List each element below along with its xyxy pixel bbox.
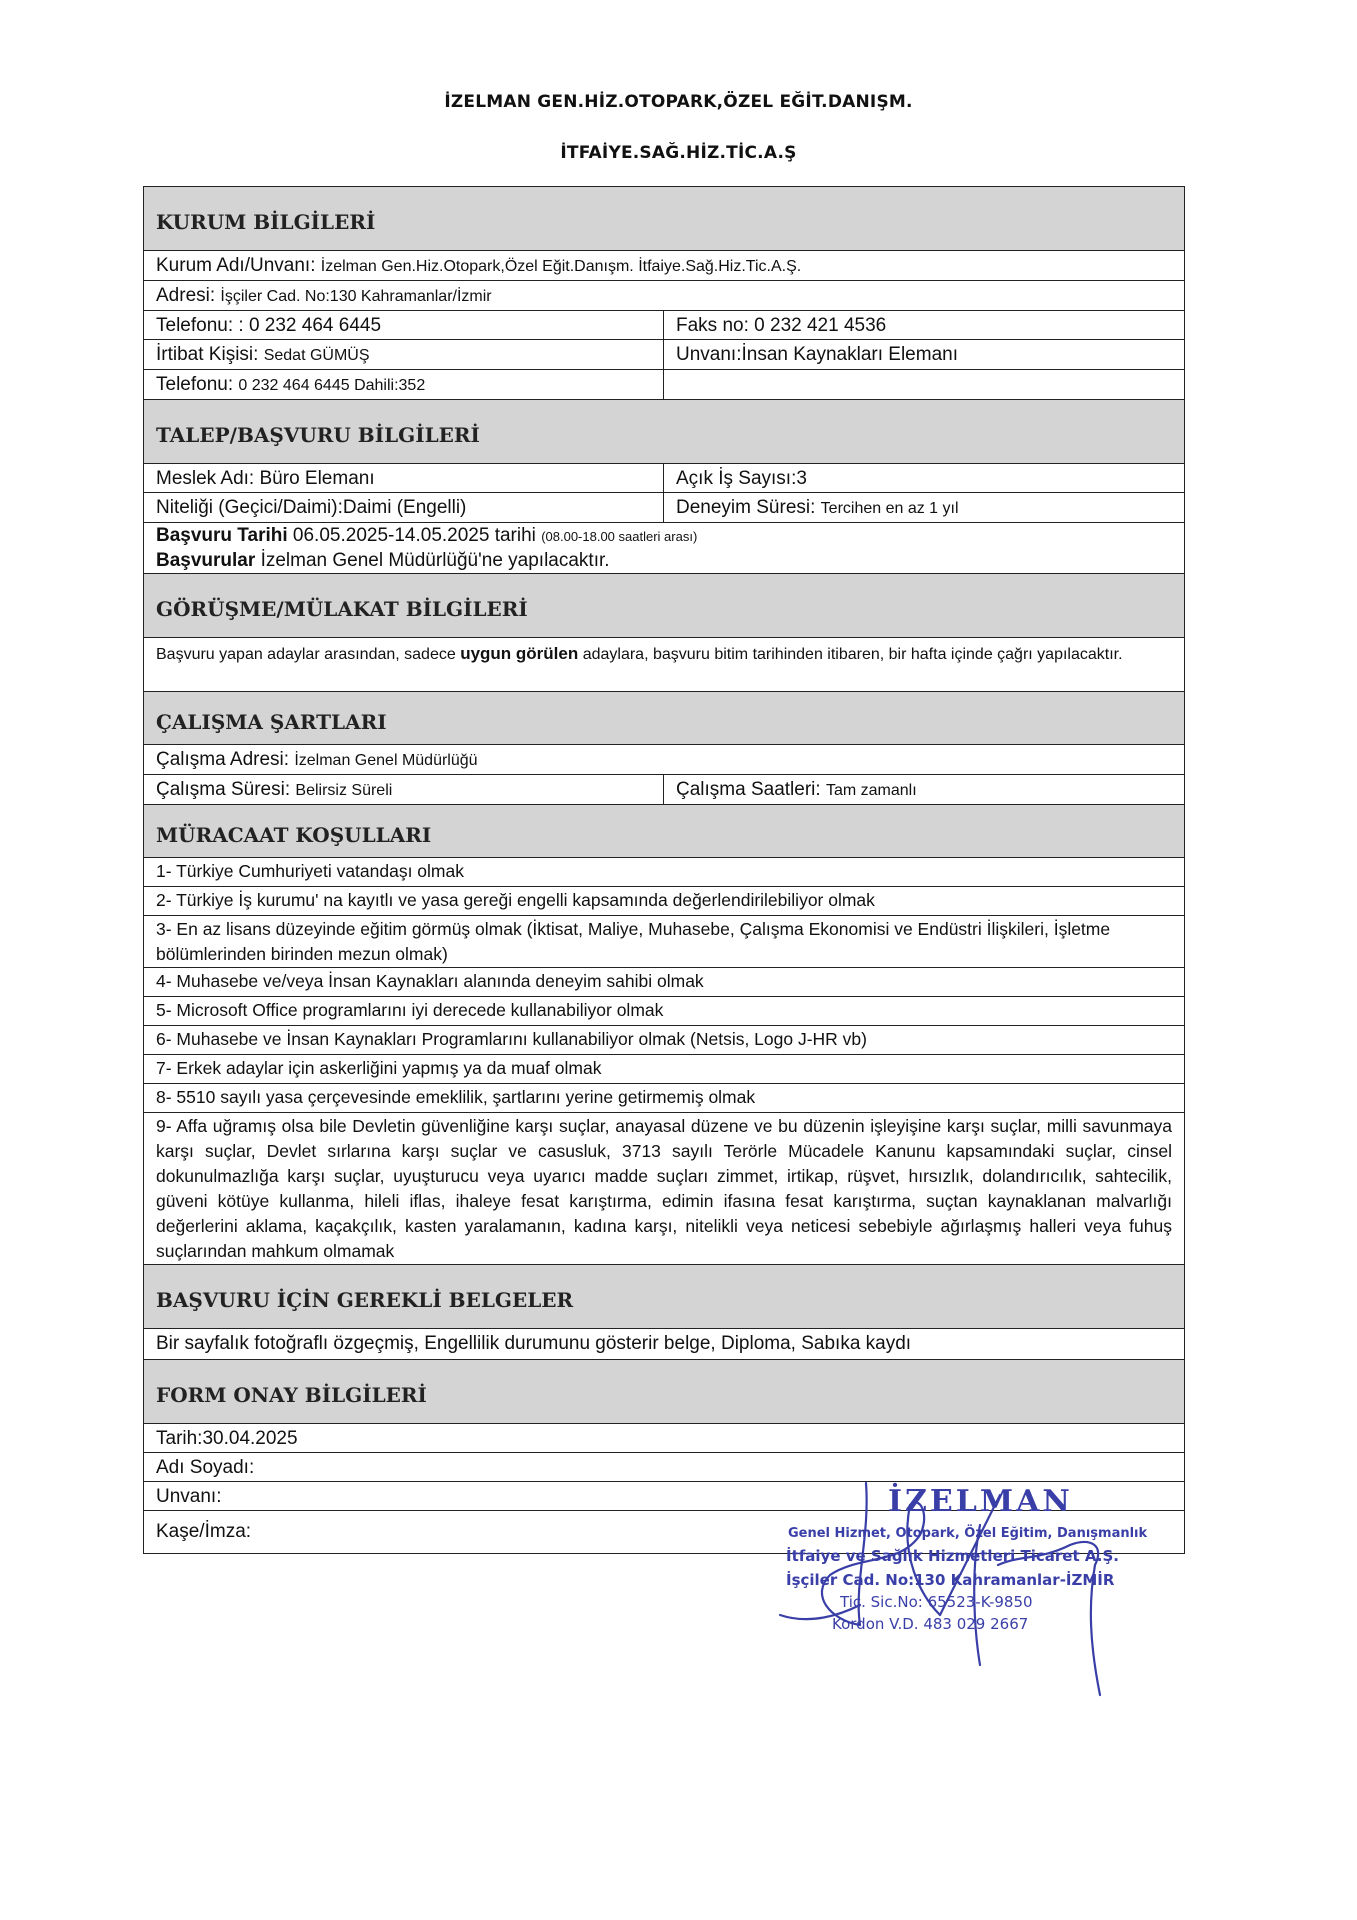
muracaat-item-5: [144, 997, 1184, 1026]
section-gorusme-title: GÖRÜŞME/MÜLAKAT BİLGİLERİ: [144, 574, 1184, 638]
muracaat-item-8-text: 8- 5510 sayılı yasa çerçevesinde emeklilik, şartlarını yerine getirmemiş olmak: [156, 1087, 756, 1107]
muracaat-item-3: [144, 916, 1184, 968]
gorusme-text-2: adaylara, başvuru bitim tarihinden itibaren, bir hafta içinde çağrı yapılacaktır.: [582, 646, 1123, 663]
telefon2-label: Telefonu:: [156, 374, 234, 395]
gorusme-text-1: Başvuru yapan adaylar arasından, sadece: [156, 646, 456, 663]
muracaat-item-3-text: 3- En az lisans düzeyinde eğitim görmüş olmak (İktisat, Maliye, Muhasebe, Çalışma Ekonomisi ve Endüstri İlişkileri, İşletme bölümlerinden birinden mezun olmak): [156, 919, 1111, 964]
telefon-label: Telefonu: :: [156, 315, 244, 336]
calisma-adres-row: [144, 745, 1184, 775]
muracaat-item-6: [144, 1026, 1184, 1055]
calisma-adres-label: Çalışma Adresi:: [156, 749, 290, 770]
application-form: [143, 186, 1185, 1554]
gorusme-text-bold: uygun görülen: [460, 644, 579, 663]
faks-label: Faks no:: [676, 315, 749, 336]
basvuru-saatleri: (08.00-18.00 saatleri arası): [541, 529, 698, 544]
section-kurum-title: KURUM BİLGİLERİ: [144, 187, 1184, 251]
muracaat-item-7-text: 7- Erkek adaylar için askerliğini yapmış ya da muaf olmak: [156, 1058, 602, 1078]
muracaat-item-9-text: 9- Affa uğramış olsa bile Devletin güvenliğine karşı suçlar, anayasal düzene ve bu düzenin işleyişine karşı suçlar, milli savunmaya karşı suçlar, Devlet sırlarına karşı suçlar ve casusluk, 3713 sayılı Terörle Mücadele Kanunu kapsamındaki suçlar, cinsel dokunulmazlığa karşı suçlar, uyuşturucu veya uyarıcı madde suçları zimmet, irtikap, rüşvet, hırsızlık, dolandırıcılık, sahtecilik, güveni kötüye kullanma, hileli iflas, ihaleye fesat karıştırma, edimin ifasına fesat karıştırma, suçtan kaynaklanan malvarlığı değerlerini aklama, kaçakçılık, kasten yaralamanın, kadına karşı, nitelikli veya neticesi sebebiyle ağırlaşmış halleri veya fuhuş suçlarından mahkum olmamak: [156, 1116, 1172, 1261]
section-muracaat-title: MÜRACAAT KOŞULLARI: [144, 805, 1184, 858]
meslek-value: Büro Elemanı: [259, 468, 375, 489]
kurum-telefon2-row: [144, 370, 1184, 400]
kurum-adi-value: İzelman Gen.Hiz.Otopark,Özel Eğit.Danışm. İtfaiye.Sağ.Hiz.Tic.A.Ş.: [320, 258, 802, 275]
section-onay-title: FORM ONAY BİLGİLERİ: [144, 1360, 1184, 1424]
nitelik-row: [144, 493, 1184, 523]
kurum-adres-value: İşçiler Cad. No:130 Kahramanlar/İzmir: [220, 288, 492, 305]
unvan-label: Unvanı:: [676, 344, 742, 365]
kurum-telefon-row: [144, 311, 1184, 340]
meslek-row: [144, 464, 1184, 493]
header-line-1: İZELMAN GEN.HİZ.OTOPARK,ÖZEL EĞİT.DANIŞM.: [444, 92, 913, 112]
stamp-brand: İZELMAN: [888, 1484, 1073, 1519]
onay-unvani: Unvanı:: [156, 1486, 222, 1507]
muracaat-item-2: [144, 887, 1184, 916]
kurum-irtibat-row: [144, 340, 1184, 370]
acik-is-label: Açık İş Sayısı:: [676, 468, 797, 489]
irtibat-label: İrtibat Kişisi:: [156, 344, 259, 365]
acik-is-value: 3: [796, 468, 807, 489]
stamp-line-2: İtfaiye ve Sağlık Hizmetleri Ticaret A.Ş.: [786, 1547, 1119, 1565]
gorusme-row: [144, 638, 1184, 692]
onay-tarih-row: [144, 1424, 1184, 1453]
header-line-2: İTFAİYE.SAĞ.HİZ.TİC.A.Ş: [560, 143, 797, 163]
kurum-adres-label: Adresi:: [156, 285, 216, 306]
muracaat-item-4-text: 4- Muhasebe ve/veya İnsan Kaynakları alanında deneyim sahibi olmak: [156, 971, 704, 991]
muracaat-item-4: [144, 968, 1184, 997]
calisma-saat-value: Tam zamanlı: [825, 782, 917, 799]
nitelik-value: Daimi (Engelli): [342, 497, 467, 518]
section-calisma-title: ÇALIŞMA ŞARTLARI: [144, 692, 1184, 745]
muracaat-item-2-text: 2- Türkiye İş kurumu' na kayıtlı ve yasa gereği engelli kapsamında değerlendirilebiliyor olmak: [156, 890, 875, 910]
stamp-line-3: İşçiler Cad. No:130 Kahramanlar-İZMİR: [786, 1571, 1115, 1589]
irtibat-value: Sedat GÜMÜŞ: [263, 347, 370, 364]
calisma-saat-label: Çalışma Saatleri:: [676, 779, 821, 800]
basvuru-tarih-row: [144, 523, 1184, 574]
muracaat-item-1: [144, 858, 1184, 887]
calisma-sure-row: [144, 775, 1184, 805]
telefon-value: 0 232 464 6445: [248, 315, 382, 336]
faks-value: 0 232 421 4536: [754, 315, 887, 336]
section-talep-title: TALEP/BAŞVURU BİLGİLERİ: [144, 400, 1184, 464]
calisma-adres-value: İzelman Genel Müdürlüğü: [294, 752, 478, 769]
stamp-line-4: Tic. Sic.No: 65523-K-9850: [840, 1593, 1033, 1611]
kurum-adi-label: Kurum Adı/Unvanı:: [156, 255, 316, 276]
meslek-label: Meslek Adı:: [156, 468, 255, 489]
onay-kase-imza: Kaşe/İmza:: [156, 1521, 252, 1542]
onay-tarih: Tarih:30.04.2025: [156, 1428, 298, 1449]
basvuru-tarihi-value: 06.05.2025-14.05.2025 tarihi: [292, 525, 536, 546]
muracaat-item-5-text: 5- Microsoft Office programlarını iyi derecede kullanabiliyor olmak: [156, 1000, 664, 1020]
stamp-line-1: Genel Hizmet, Otopark, Özel Eğitim, Danışmanlık: [788, 1526, 1148, 1541]
onay-adi-soyadi: Adı Soyadı:: [156, 1457, 255, 1478]
muracaat-item-6-text: 6- Muhasebe ve İnsan Kaynakları Programlarını kullanabiliyor olmak (Netsis, Logo J-HR vb): [156, 1029, 867, 1049]
basvuru-tarihi-label: Başvuru Tarihi: [156, 525, 288, 546]
kurum-adres-row: [144, 281, 1184, 311]
nitelik-label: Niteliği (Geçici/Daimi):: [156, 497, 343, 518]
calisma-sure-value: Belirsiz Süreli: [295, 782, 393, 799]
muracaat-item-1-text: 1- Türkiye Cumhuriyeti vatandaşı olmak: [156, 861, 464, 881]
muracaat-item-9: [144, 1113, 1184, 1265]
deneyim-label: Deneyim Süresi:: [676, 497, 816, 518]
stamp-line-5: Kordon V.D. 483 029 2667: [832, 1615, 1029, 1633]
calisma-sure-label: Çalışma Süresi:: [156, 779, 291, 800]
basvurular-value: İzelman Genel Müdürlüğü'ne yapılacaktır.: [260, 550, 610, 571]
muracaat-item-8: [144, 1084, 1184, 1113]
unvan-value: İnsan Kaynakları Elemanı: [741, 344, 958, 365]
belgeler-text: Bir sayfalık fotoğraflı özgeçmiş, Engellilik durumunu gösterir belge, Diploma, Sabıka kaydı: [156, 1333, 912, 1354]
muracaat-item-7: [144, 1055, 1184, 1084]
belgeler-row: [144, 1329, 1184, 1360]
basvurular-label: Başvurular: [156, 550, 256, 571]
company-stamp: [770, 1475, 1170, 1705]
deneyim-value: Tercihen en az 1 yıl: [820, 500, 959, 517]
telefon2-value: 0 232 464 6445 Dahili:352: [238, 377, 426, 394]
section-belgeler-title: BAŞVURU İÇİN GEREKLİ BELGELER: [144, 1265, 1184, 1329]
kurum-adi-row: [144, 251, 1184, 281]
